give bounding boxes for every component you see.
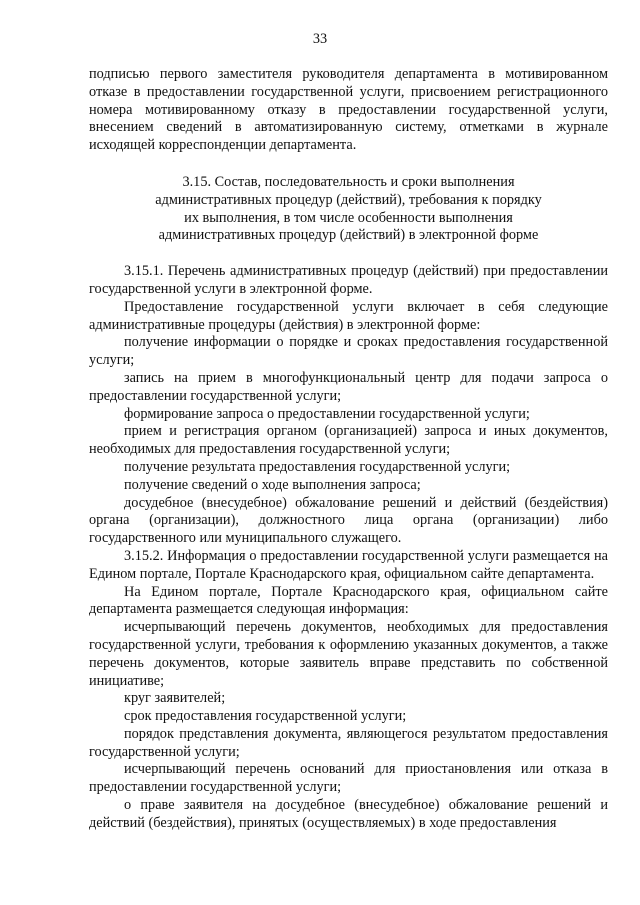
list-item: досудебное (внесудебное) обжалование решений и действий (бездействия) органа (организации), должностного лица органа (организации) либо государственного или муниципального служащего. — [89, 494, 608, 547]
list-item: срок предоставления государственной услуги; — [124, 708, 407, 725]
list-item: получение результата предоставления государственной услуги; — [124, 458, 511, 475]
list-item: получение сведений о ходе выполнения запроса; — [124, 476, 421, 493]
paragraph-3-15-1: 3.15.1. Перечень административных процедур (действий) при предоставлении государственной услуги в электронной форме. — [89, 263, 608, 297]
paragraph-3-15-2: 3.15.2. Информация о предоставлении государственной услуги размещается на Едином портале, Портале Краснодарского края, официальном сайте департамента. — [89, 547, 608, 582]
list-item: о праве заявителя на досудебное (внесудебное) обжалование решений и действий (бездействия), принятых (осуществляемых) в ходе предоставления — [89, 797, 608, 831]
section-heading — [89, 174, 608, 245]
heading-line: их выполнения, в том числе особенности выполнения — [184, 209, 513, 226]
list-item: круг заявителей; — [124, 690, 226, 707]
paragraph: На Едином портале, Портале Краснодарского края, официальном сайте департамента размещается следующая информация: — [89, 583, 608, 618]
list-item: прием и регистрация органом (организацией) запроса и иных документов, необходимых для предоставления государственной услуги; — [89, 423, 608, 458]
intro-paragraph: подписью первого заместителя руководителя департамента в мотивированном отказе в предоставлении государственной услуги, присвоением регистрационного номера мотивированному отказу в предоставлении государственной услуги, внесением сведений в автоматизированную систему, отметками в журнале исходящей корреспонденции департамента. — [89, 66, 608, 154]
list-item: исчерпывающий перечень документов, необходимых для предоставления государственной услуги, требования к оформлению указанных документов, а также перечень документов, которые заявитель вправе представить по собственной инициативе; — [89, 619, 608, 689]
list-item: порядок представления документа, являющегося результатом предоставления государственной услуги; — [89, 725, 608, 760]
heading-line: 3.15. Состав, последовательность и сроки выполнения — [182, 173, 515, 190]
list-item: исчерпывающий перечень оснований для приостановления или отказа в предоставлении государственной услуги; — [89, 761, 608, 796]
document-body — [89, 66, 608, 833]
list-item: запись на прием в многофункциональный центр для подачи запроса о предоставлении государственной услуги; — [89, 369, 608, 404]
page-number: 33 — [312, 31, 328, 47]
paragraph: Предоставление государственной услуги включает в себя следующие административные процедуры (действия) в электронной форме: — [89, 298, 608, 333]
heading-line: административных процедур (действий), требования к порядку — [155, 191, 542, 208]
heading-line: административных процедур (действий) в электронной форме — [158, 227, 539, 244]
list-item: формирование запроса о предоставлении государственной услуги; — [124, 405, 530, 422]
list-item: получение информации о порядке и сроках предоставления государственной услуги; — [89, 334, 608, 369]
